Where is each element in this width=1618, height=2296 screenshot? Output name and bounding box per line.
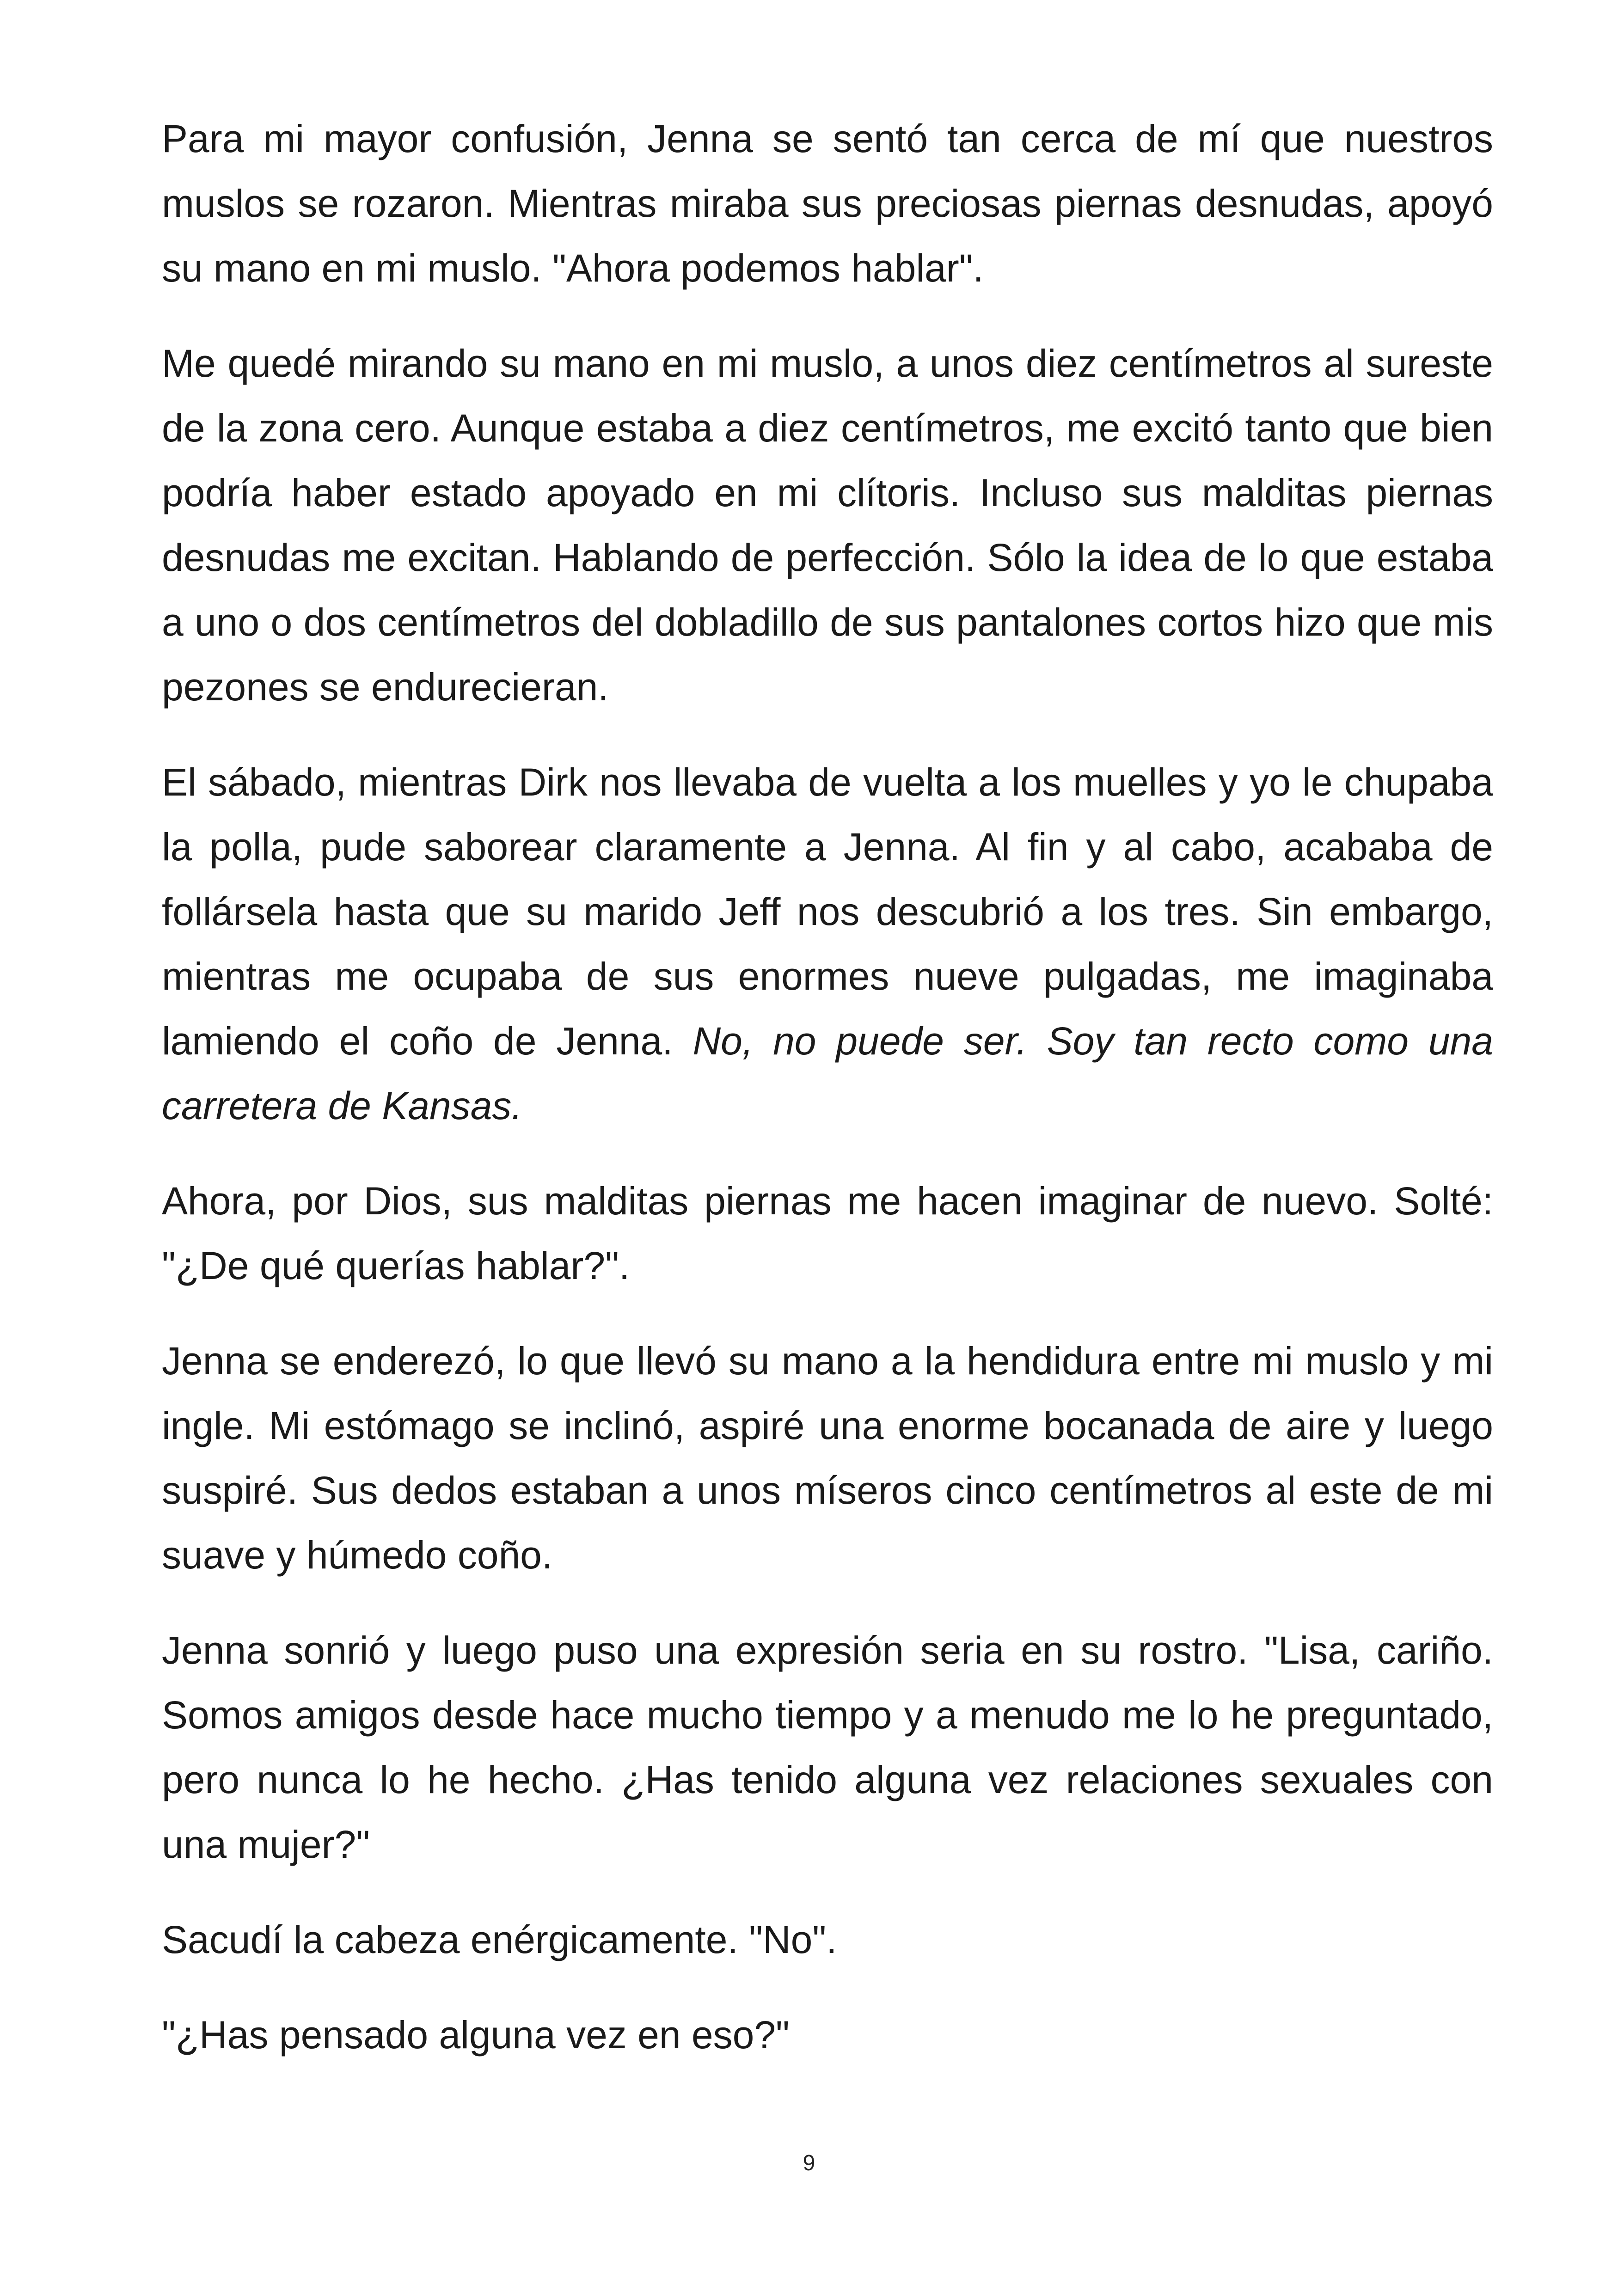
body-text bbox=[162, 106, 1493, 2098]
paragraph-2-text: Me quedé mirando su mano en mi muslo, a unos diez centímetros al sureste de la zona cero. Aunque estaba a diez centímetros, me excitó tanto que bien podría haber estado apoyado en mi clítoris. Incluso sus malditas piernas desnudas me excitan. Hablando de perfección. Sólo la idea de lo que estaba a uno o dos centímetros del dobladillo de sus pantalones cortos hizo que mis pezones se endurecieran. bbox=[162, 342, 1493, 709]
paragraph-1-text: Para mi mayor confusión, Jenna se sentó tan cerca de mí que nuestros muslos se rozaron. Mientras miraba sus preciosas piernas desnudas, apoyó su mano en mi muslo. "Ahora podemos hablar". bbox=[162, 117, 1493, 290]
paragraph-7-text: Sacudí la cabeza enérgicamente. "No". bbox=[162, 1918, 837, 1961]
paragraph-2 bbox=[162, 331, 1493, 719]
paragraph-7 bbox=[162, 1907, 1493, 1972]
paragraph-3 bbox=[162, 750, 1493, 1138]
paragraph-1 bbox=[162, 106, 1493, 300]
paragraph-8-text: "¿Has pensado alguna vez en eso?" bbox=[162, 2013, 790, 2057]
paragraph-5 bbox=[162, 1329, 1493, 1587]
paragraph-6 bbox=[162, 1618, 1493, 1877]
paragraph-3-italic-thought: No, no puede ser. Soy tan recto como una carretera de Kansas. bbox=[162, 1019, 1493, 1127]
paragraph-4-text: Ahora, por Dios, sus malditas piernas me hacen imaginar de nuevo. Solté: "¿De qué querías hablar?". bbox=[162, 1179, 1493, 1287]
paragraph-5-text: Jenna se enderezó, lo que llevó su mano a la hendidura entre mi muslo y mi ingle. Mi estómago se inclinó, aspiré una enorme bocanada de aire y luego suspiré. Sus dedos estaban a unos míseros cinco centímetros al este de mi suave y húmedo coño. bbox=[162, 1339, 1493, 1577]
page-number: 9 bbox=[803, 2151, 815, 2175]
paragraph-4 bbox=[162, 1169, 1493, 1298]
paragraph-8 bbox=[162, 2002, 1493, 2067]
paragraph-3-text: El sábado, mientras Dirk nos llevaba de vuelta a los muelles y yo le chupaba la polla, pude saborear claramente a Jenna. Al fin y al cabo, acababa de follársela hasta que su marido Jeff nos descubrió a los tres. Sin embargo, mientras me ocupaba de sus enormes nueve pulgadas, me imaginaba lamiendo el coño de Jenna. bbox=[162, 760, 1493, 1063]
paragraph-6-text: Jenna sonrió y luego puso una expresión seria en su rostro. "Lisa, cariño. Somos amigos desde hace mucho tiempo y a menudo me lo he preguntado, pero nunca lo he hecho. ¿Has tenido alguna vez relaciones sexuales con una mujer?" bbox=[162, 1629, 1493, 1866]
